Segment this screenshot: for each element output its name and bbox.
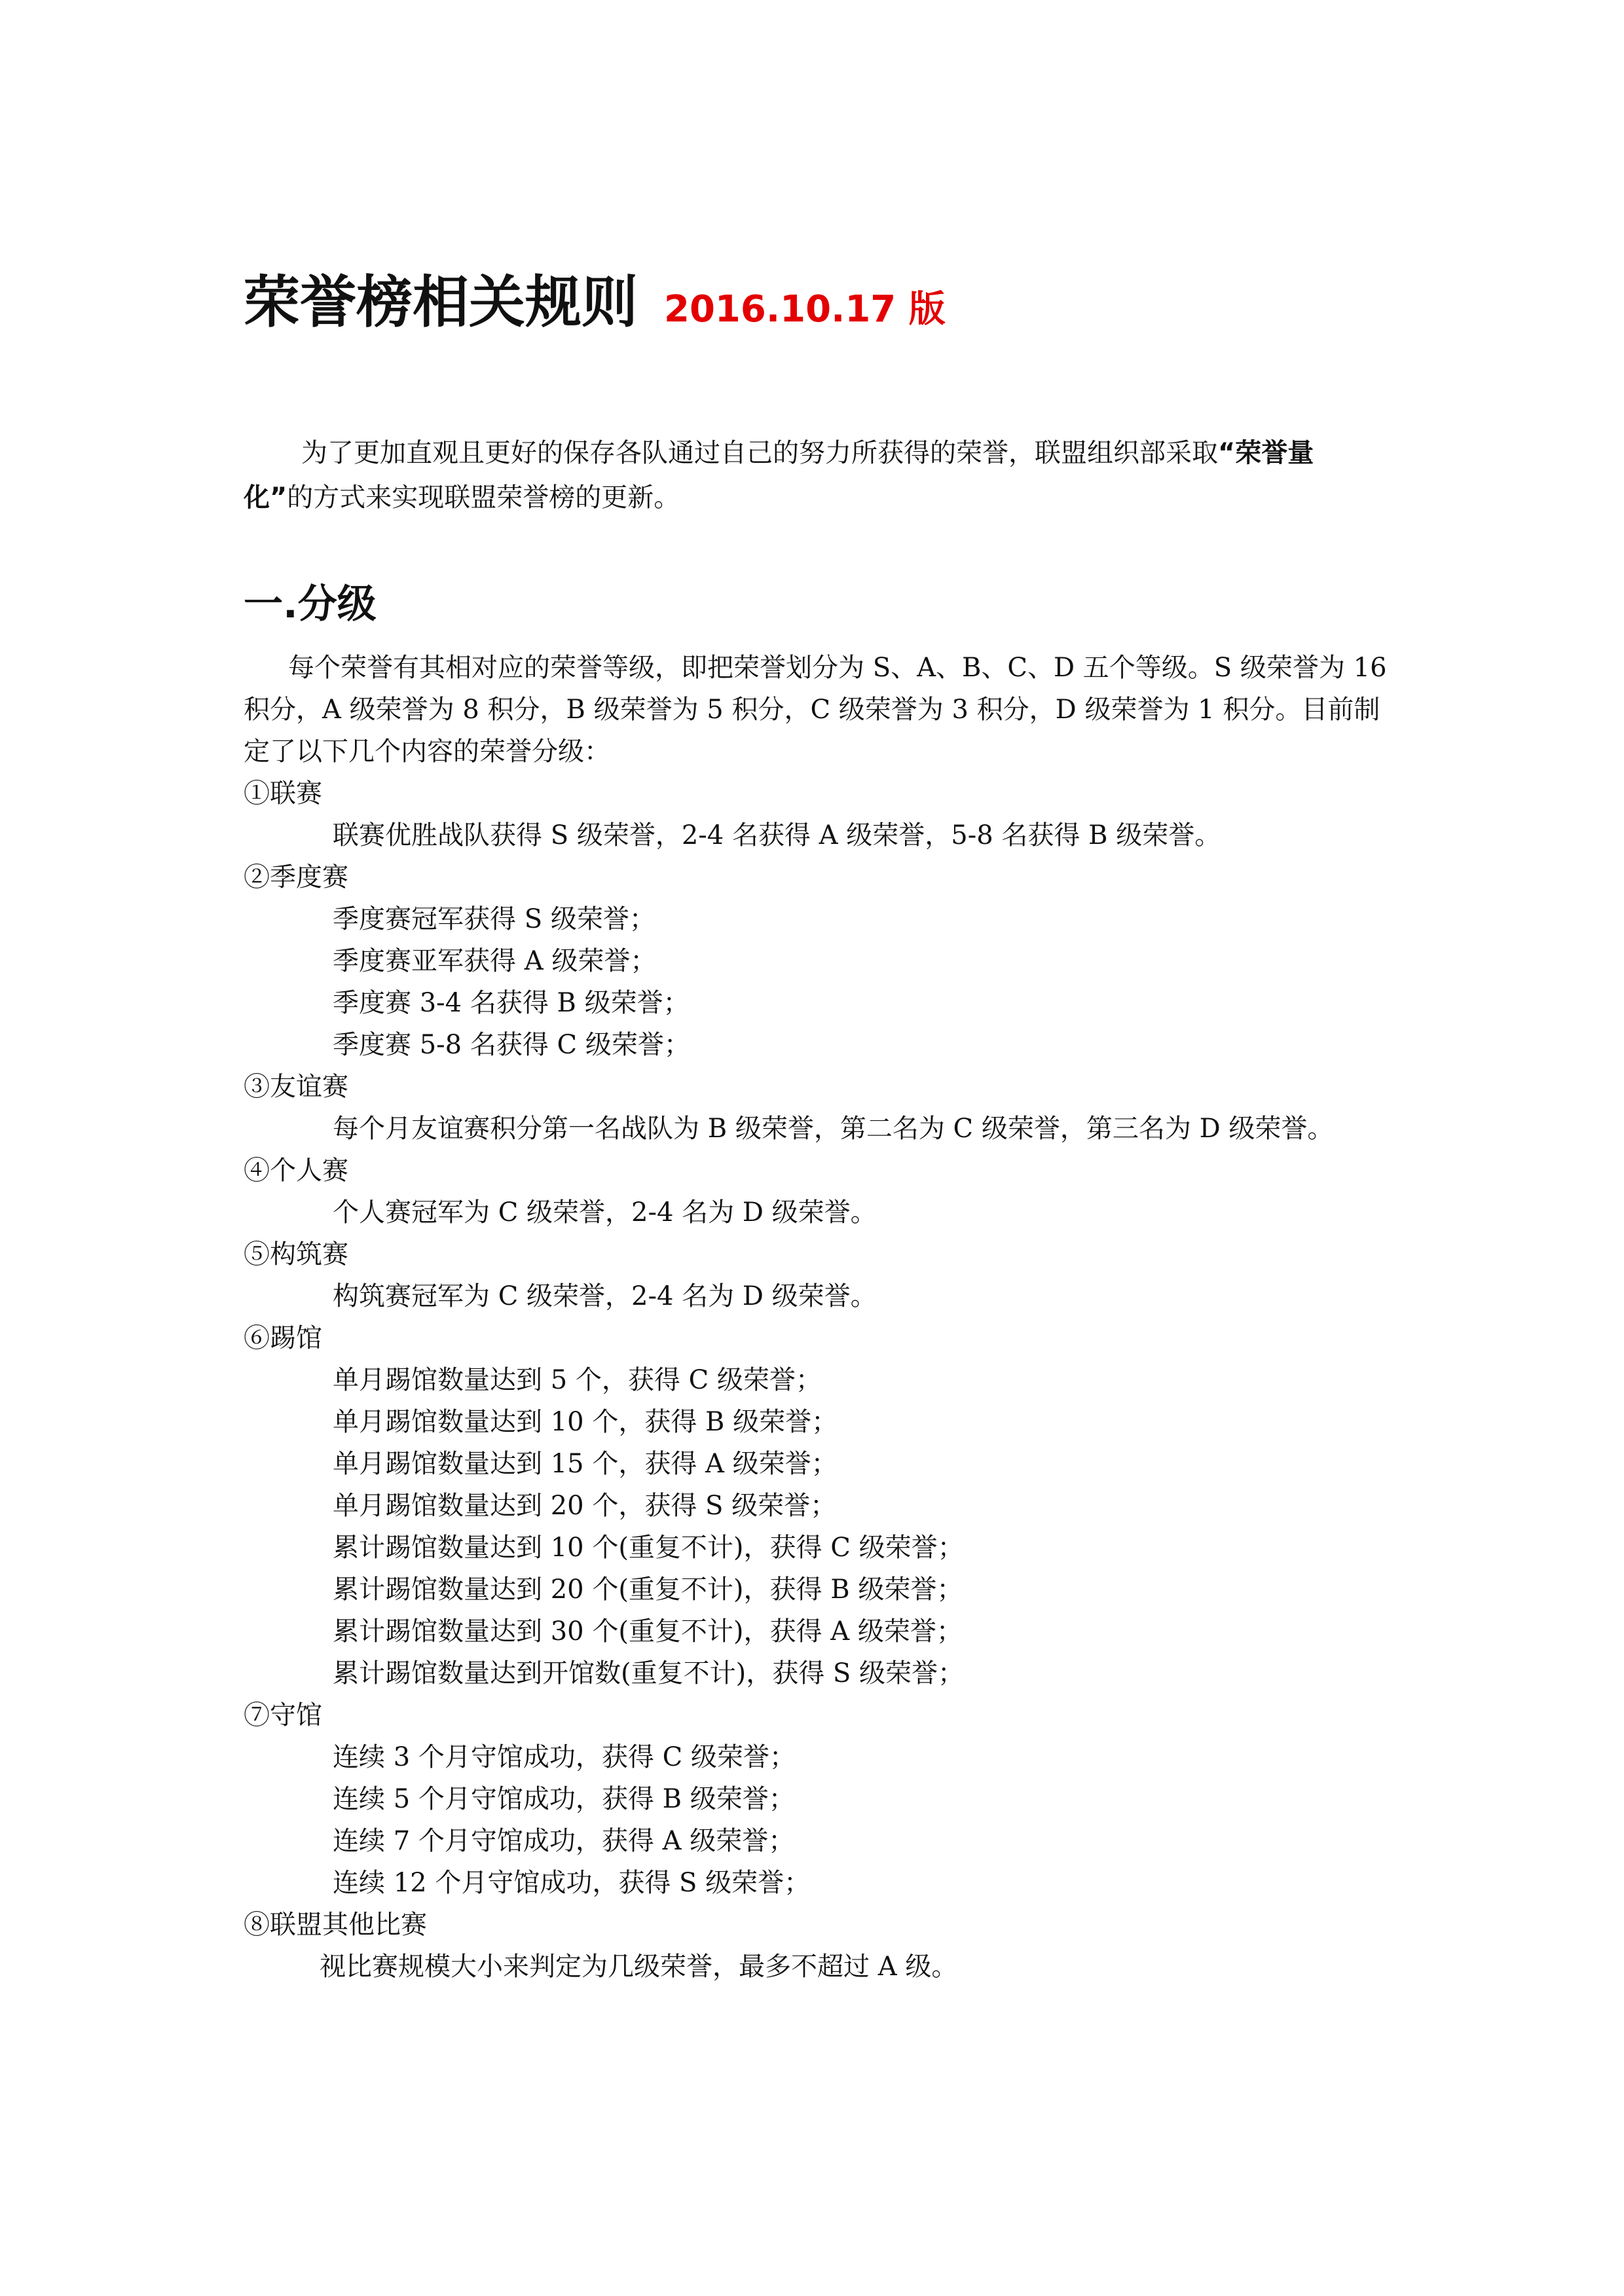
category-rule: 个人赛冠军为 C 级荣誉，2-4 名为 D 级荣誉。: [333, 1197, 877, 1228]
category-rule: 连续 3 个月守馆成功，获得 C 级荣誉；: [333, 1742, 796, 1772]
category-rule: 季度赛冠军获得 S 级荣誉；: [333, 904, 655, 934]
category-other-matches: [244, 1904, 1396, 1988]
category-league: [244, 773, 1396, 856]
category-friendly: [244, 1066, 1396, 1150]
intro-text-after: 的方式来实现联盟荣誉榜的更新。: [287, 483, 680, 513]
intro-paragraph: [244, 431, 1383, 520]
category-title: ⑧联盟其他比赛: [244, 1910, 427, 1940]
category-gym-defense: [244, 1694, 1396, 1904]
category-construct: [244, 1233, 1396, 1317]
category-rule: 构筑赛冠军为 C 级荣誉，2-4 名为 D 级荣誉。: [333, 1281, 877, 1311]
category-title: ①联赛: [244, 778, 322, 809]
intro-text-before: 为了更加直观且更好的保存各队通过自己的努力所获得的荣誉，联盟组织部采取: [301, 438, 1218, 468]
section-body: [244, 647, 1396, 1988]
category-title: ②季度赛: [244, 862, 348, 892]
category-rule: 累计踢馆数量达到 10 个(重复不计)，获得 C 级荣誉；: [333, 1533, 964, 1563]
title-block: [244, 257, 946, 338]
category-rule: 连续 12 个月守馆成功，获得 S 级荣誉；: [333, 1868, 811, 1898]
document-version: 2016.10.17 版: [664, 288, 946, 331]
category-gym-challenge: [244, 1317, 1396, 1694]
intro-emphasis: “荣誉量化”: [244, 438, 1314, 513]
category-rule: 单月踢馆数量达到 10 个，获得 B 级荣誉；: [333, 1407, 838, 1437]
category-rule: 季度赛亚军获得 A 级荣誉；: [333, 946, 657, 976]
category-title: ⑥踢馆: [244, 1323, 322, 1353]
category-rule: 单月踢馆数量达到 15 个，获得 A 级荣誉；: [333, 1449, 838, 1479]
category-rule: 单月踢馆数量达到 5 个，获得 C 级荣誉；: [333, 1365, 822, 1395]
section-heading-grading: 一.分级: [244, 581, 377, 627]
category-rule: 连续 5 个月守馆成功，获得 B 级荣誉；: [333, 1784, 795, 1814]
grading-summary: 每个荣誉有其相对应的荣誉等级，即把荣誉划分为 S、A、B、C、D 五个等级。S 级荣誉为 16 积分，A 级荣誉为 8 积分，B 级荣誉为 5 积分，C 级荣誉为 3 积分，D 级荣誉为 1 积分。目前制定了以下几个内容的荣誉分级：: [244, 653, 1387, 767]
document-title: 荣誉榜相关规则: [244, 270, 638, 335]
category-rule: 连续 7 个月守馆成功，获得 A 级荣誉；: [333, 1826, 795, 1856]
category-rule: 季度赛 5-8 名获得 C 级荣誉；: [333, 1030, 690, 1060]
category-rule: 累计踢馆数量达到 20 个(重复不计)，获得 B 级荣誉；: [333, 1575, 963, 1605]
category-rule: 每个月友谊赛积分第一名战队为 B 级荣誉，第二名为 C 级荣誉，第三名为 D 级荣誉。: [333, 1114, 1334, 1144]
category-rule: 累计踢馆数量达到开馆数(重复不计)，获得 S 级荣誉；: [333, 1658, 965, 1688]
category-season: [244, 856, 1396, 1066]
category-title: ③友谊赛: [244, 1072, 348, 1102]
category-title: ⑦守馆: [244, 1700, 322, 1730]
category-individual: [244, 1150, 1396, 1233]
category-rule: 联赛优胜战队获得 S 级荣誉，2-4 名获得 A 级荣誉，5-8 名获得 B 级荣誉。: [333, 820, 1221, 850]
category-rule: 累计踢馆数量达到 30 个(重复不计)，获得 A 级荣誉；: [333, 1616, 963, 1647]
category-rule: 季度赛 3-4 名获得 B 级荣誉；: [333, 988, 690, 1018]
category-rule: 单月踢馆数量达到 20 个，获得 S 级荣誉；: [333, 1491, 837, 1521]
category-title: ⑤构筑赛: [244, 1239, 348, 1269]
category-title: ④个人赛: [244, 1156, 348, 1186]
category-rule: 视比赛规模大小来判定为几级荣誉，最多不超过 A 级。: [320, 1952, 958, 1982]
